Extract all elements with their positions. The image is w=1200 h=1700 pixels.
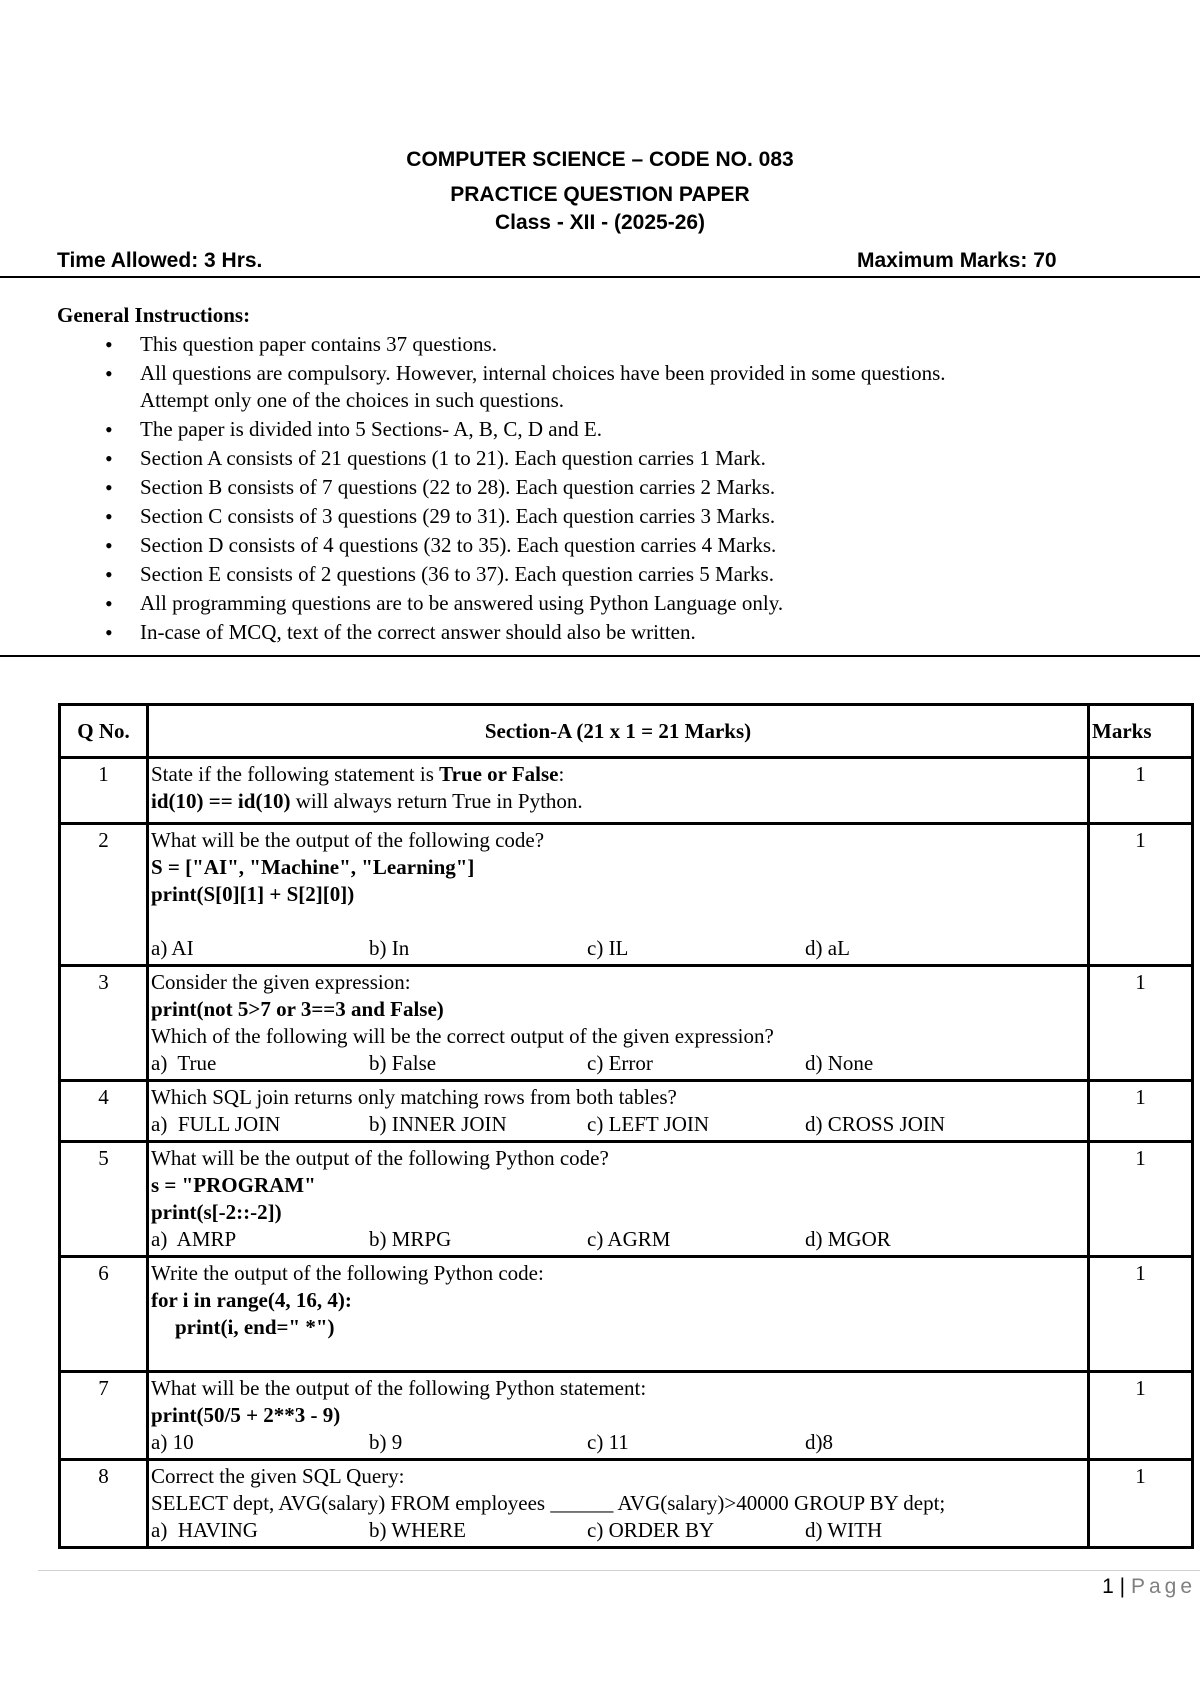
- q1-text-2: will always return True in Python.: [290, 789, 583, 813]
- q4-options: [151, 1111, 1085, 1138]
- instruction-item: • In-case of MCQ, text of the correct answer should also be written.: [57, 619, 997, 646]
- footer-divider: [38, 1570, 1200, 1571]
- q7-options: [151, 1429, 1085, 1456]
- q3-text: Consider the given expression:: [151, 970, 411, 994]
- option-d: d) MGOR: [805, 1227, 891, 1251]
- instruction-item: • Section C consists of 3 questions (29 to 31). Each question carries 3 Marks.: [57, 503, 997, 530]
- question-text: [148, 1372, 1089, 1460]
- question-text: [148, 1257, 1089, 1372]
- question-number: 7: [60, 1372, 148, 1460]
- table-row: [60, 1460, 1193, 1548]
- page-separator: |: [1119, 1575, 1126, 1598]
- option-a: a) AMRP: [151, 1227, 237, 1251]
- question-text: [148, 1142, 1089, 1257]
- question-number: 4: [60, 1081, 148, 1142]
- q1-code: id(10) == id(10): [151, 789, 291, 813]
- header-qno: Q No.: [60, 705, 148, 758]
- q8-sql-query: SELECT dept, AVG(salary) FROM employees ______ AVG(salary)>40000 GROUP BY dept;: [151, 1491, 946, 1515]
- q3-options: [151, 1050, 1085, 1077]
- instructions-divider: [0, 655, 1200, 657]
- question-text: [148, 824, 1089, 966]
- option-b: b) 9: [369, 1430, 403, 1454]
- instructions-title: General Instructions:: [57, 303, 251, 327]
- question-marks: 1: [1089, 1372, 1193, 1460]
- question-marks: 1: [1089, 1081, 1193, 1142]
- option-c: c) AGRM: [587, 1227, 671, 1251]
- spacer: [151, 1341, 1085, 1368]
- option-a: a) AI: [151, 936, 194, 960]
- option-d: d) aL: [805, 936, 850, 960]
- paper-title: COMPUTER SCIENCE – CODE NO. 083: [406, 148, 794, 171]
- option-b: b) MRPG: [369, 1227, 452, 1251]
- question-text: [148, 1081, 1089, 1142]
- option-a: a) HAVING: [151, 1518, 258, 1542]
- question-marks: 1: [1089, 966, 1193, 1081]
- q3-text-2: Which of the following will be the correct output of the given expression?: [151, 1024, 774, 1048]
- q2-code-line-2: print(S[0][1] + S[2][0]): [151, 882, 355, 906]
- option-c: c) 11: [587, 1430, 629, 1454]
- table-header-row: [60, 705, 1193, 758]
- q7-text: What will be the output of the following Python statement:: [151, 1376, 647, 1400]
- q4-text: Which SQL join returns only matching rows from both tables?: [151, 1085, 677, 1109]
- option-d: d) WITH: [805, 1518, 883, 1542]
- page-number: 1: [1102, 1575, 1114, 1598]
- question-number: 6: [60, 1257, 148, 1372]
- q5-code-line-1: s = "PROGRAM": [151, 1173, 316, 1197]
- q5-code-line-2: print(s[-2::-2]): [151, 1200, 282, 1224]
- q2-code-line-1: S = ["AI", "Machine", "Learning"]: [151, 855, 475, 879]
- instruction-item: • Section E consists of 2 questions (36 to 37). Each question carries 5 Marks.: [57, 561, 997, 588]
- q2-text: What will be the output of the following code?: [151, 828, 545, 852]
- option-a: a) FULL JOIN: [151, 1112, 281, 1136]
- q7-code: print(50/5 + 2**3 - 9): [151, 1403, 341, 1427]
- page-label: Page: [1130, 1575, 1196, 1598]
- table-row: [60, 966, 1193, 1081]
- table-row: [60, 758, 1193, 824]
- option-d: d) None: [805, 1051, 874, 1075]
- table-row: [60, 1372, 1193, 1460]
- question-marks: 1: [1089, 758, 1193, 824]
- table-row: [60, 1081, 1193, 1142]
- instruction-item: • This question paper contains 37 questions.: [57, 331, 997, 358]
- option-c: c) Error: [587, 1051, 653, 1075]
- q5-options: [151, 1226, 1085, 1253]
- question-number: 5: [60, 1142, 148, 1257]
- question-text: [148, 966, 1089, 1081]
- q6-code-line-2: print(i, end=" *"): [175, 1315, 335, 1339]
- table-row: [60, 824, 1193, 966]
- option-a: a) 10: [151, 1430, 194, 1454]
- option-b: b) False: [369, 1051, 437, 1075]
- option-d: d) CROSS JOIN: [805, 1112, 946, 1136]
- q5-text: What will be the output of the following Python code?: [151, 1146, 609, 1170]
- instruction-item: • Section D consists of 4 questions (32 to 35). Each question carries 4 Marks.: [57, 532, 997, 559]
- option-b: b) In: [369, 936, 410, 960]
- question-text: [148, 758, 1089, 824]
- q3-code: print(not 5>7 or 3==3 and False): [151, 997, 444, 1021]
- question-number: 8: [60, 1460, 148, 1548]
- question-number: 1: [60, 758, 148, 824]
- table-row: [60, 1257, 1193, 1372]
- class-line: Class - XII - (2025-26): [494, 211, 706, 234]
- question-marks: 1: [1089, 1460, 1193, 1548]
- question-text: [148, 1460, 1089, 1548]
- q1-text: State if the following statement is: [151, 762, 440, 786]
- maximum-marks: Maximum Marks: 70: [857, 249, 1057, 272]
- q6-code-line-1: for i in range(4, 16, 4):: [151, 1288, 352, 1312]
- paper-subtitle: PRACTICE QUESTION PAPER: [450, 183, 750, 206]
- question-marks: 1: [1089, 824, 1193, 966]
- q1-colon: :: [558, 762, 565, 786]
- option-d: d)8: [805, 1430, 833, 1454]
- questions-table: [58, 703, 1194, 1549]
- question-marks: 1: [1089, 1142, 1193, 1257]
- q6-text: Write the output of the following Python code:: [151, 1261, 544, 1285]
- option-b: b) INNER JOIN: [369, 1112, 507, 1136]
- option-c: c) LEFT JOIN: [587, 1112, 710, 1136]
- q2-options: [151, 935, 1085, 962]
- question-marks: 1: [1089, 1257, 1193, 1372]
- q1-emphasis: True or False: [439, 762, 559, 786]
- page-footer: [1102, 1575, 1196, 1599]
- option-b: b) WHERE: [369, 1518, 467, 1542]
- instruction-item: • All programming questions are to be answered using Python Language only.: [57, 590, 997, 617]
- table-row: [60, 1142, 1193, 1257]
- header-divider: [0, 276, 1200, 278]
- q8-text: Correct the given SQL Query:: [151, 1464, 405, 1488]
- option-c: c) ORDER BY: [587, 1518, 715, 1542]
- spacer: [151, 908, 1085, 935]
- instruction-item: • All questions are compulsory. However, internal choices have been provided in some questions. Attempt only one of the choices in such questions.: [57, 360, 997, 414]
- question-number: 3: [60, 966, 148, 1081]
- header-marks: Marks: [1089, 705, 1193, 758]
- option-c: c) IL: [587, 936, 629, 960]
- header-section: Section-A (21 x 1 = 21 Marks): [148, 705, 1089, 758]
- time-allowed: Time Allowed: 3 Hrs.: [57, 249, 263, 272]
- instruction-item: • Section B consists of 7 questions (22 to 28). Each question carries 2 Marks.: [57, 474, 997, 501]
- instruction-item: • Section A consists of 21 questions (1 to 21). Each question carries 1 Mark.: [57, 445, 997, 472]
- option-a: a) True: [151, 1051, 217, 1075]
- instructions-list: [57, 331, 997, 648]
- instruction-item: • The paper is divided into 5 Sections- A, B, C, D and E.: [57, 416, 997, 443]
- q8-options: [151, 1517, 1085, 1544]
- question-number: 2: [60, 824, 148, 966]
